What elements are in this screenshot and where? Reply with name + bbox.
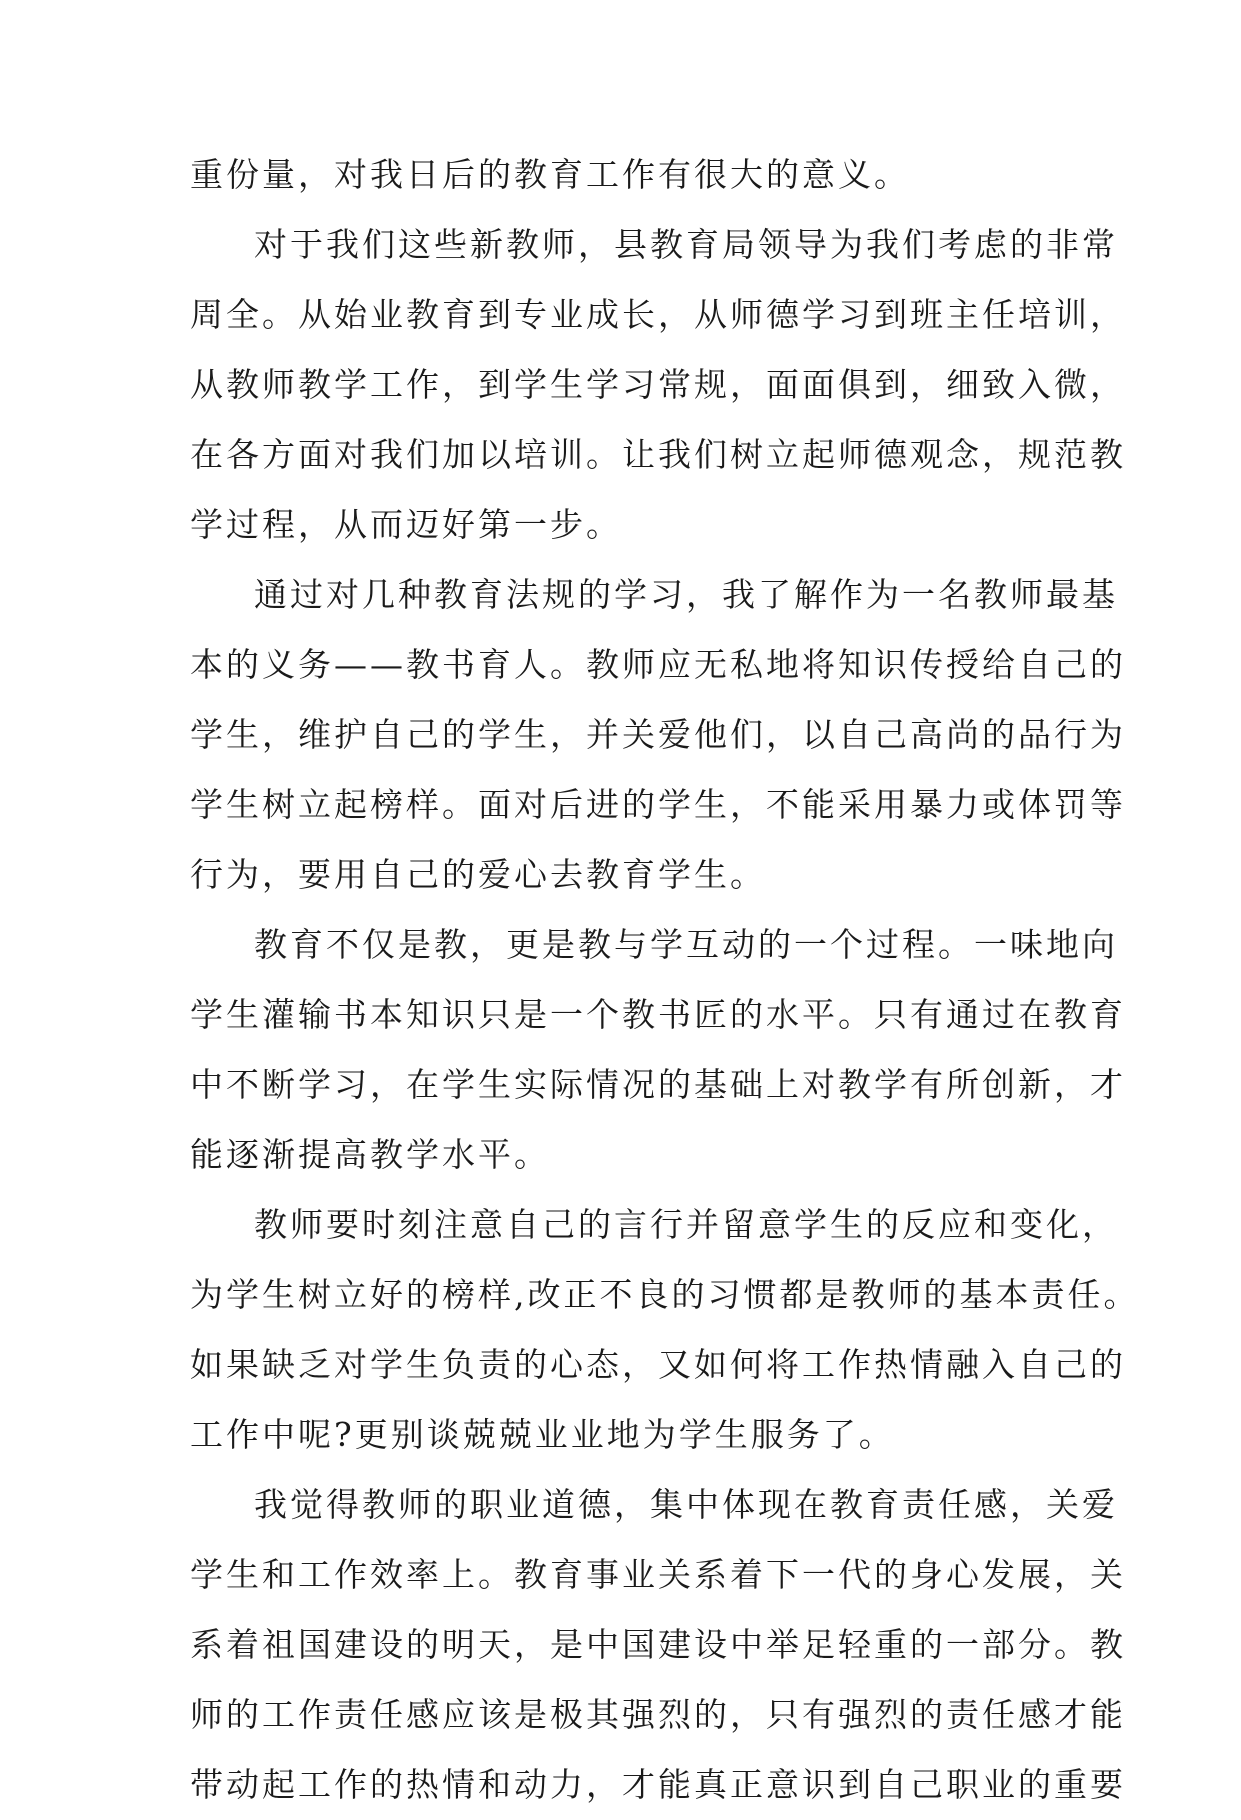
paragraph-6-line-4: 师的工作责任感应该是极其强烈的，只有强烈的责任感才能 (190, 1695, 1126, 1734)
paragraph-3-line-5: 行为，要用自己的爱心去教育学生。 (190, 855, 766, 894)
paragraph-2-line-2: 周全。从始业教育到专业成长，从师德学习到班主任培训， (190, 295, 1126, 334)
paragraph-3-line-1: 通过对几种教育法规的学习，我了解作为一名教师最基 (254, 575, 1118, 614)
paragraph-2-line-5: 学过程，从而迈好第一步。 (190, 505, 622, 544)
paragraph-1-line-1: 重份量，对我日后的教育工作有很大的意义。 (190, 155, 910, 194)
paragraph-5-line-3: 如果缺乏对学生负责的心态，又如何将工作热情融入自己的 (190, 1345, 1126, 1384)
paragraph-4-line-4: 能逐渐提高教学水平。 (190, 1135, 550, 1174)
paragraph-5-line-2: 为学生树立好的榜样,改正不良的习惯都是教师的基本责任。 (190, 1275, 1140, 1314)
paragraph-4-line-1: 教育不仅是教，更是教与学互动的一个过程。一味地向 (254, 925, 1118, 964)
paragraph-2-line-1: 对于我们这些新教师，县教育局领导为我们考虑的非常 (254, 225, 1118, 264)
paragraph-5-line-4: 工作中呢?更别谈兢兢业业地为学生服务了。 (190, 1415, 895, 1454)
paragraph-3-line-4: 学生树立起榜样。面对后进的学生，不能采用暴力或体罚等 (190, 785, 1126, 824)
document-body (190, 140, 1140, 1820)
paragraph-4-line-3: 中不断学习，在学生实际情况的基础上对教学有所创新，才 (190, 1065, 1126, 1104)
paragraph-2-line-3: 从教师教学工作，到学生学习常规，面面俱到，细致入微， (190, 365, 1126, 404)
paragraph-3-line-3: 学生，维护自己的学生，并关爱他们，以自己高尚的品行为 (190, 715, 1126, 754)
paragraph-6-line-1: 我觉得教师的职业道德，集中体现在教育责任感，关爱 (254, 1485, 1118, 1524)
paragraph-6-line-3: 系着祖国建设的明天，是中国建设中举足轻重的一部分。教 (190, 1625, 1126, 1664)
paragraph-5-line-1: 教师要时刻注意自己的言行并留意学生的反应和变化， (254, 1205, 1118, 1244)
paragraph-6-line-2: 学生和工作效率上。教育事业关系着下一代的身心发展，关 (190, 1555, 1126, 1594)
paragraph-4-line-2: 学生灌输书本知识只是一个教书匠的水平。只有通过在教育 (190, 995, 1126, 1034)
paragraph-3-line-2: 本的义务——教书育人。教师应无私地将知识传授给自己的 (190, 645, 1126, 684)
paragraph-6-line-5: 带动起工作的热情和动力，才能真正意识到自己职业的重要 (190, 1765, 1126, 1804)
paragraph-2-line-4: 在各方面对我们加以培训。让我们树立起师德观念，规范教 (190, 435, 1126, 474)
